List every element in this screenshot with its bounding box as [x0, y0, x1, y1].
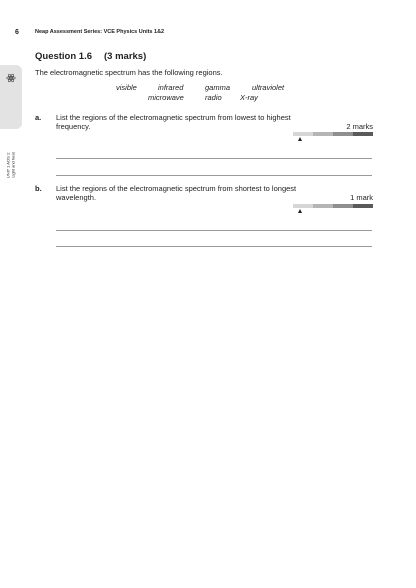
series-title: Neap Assessment Series: VCE Physics Units 1&2: [35, 29, 165, 35]
unit-label-line1: UNIT 1 AOS 1:: [5, 151, 11, 179]
region-gamma: gamma: [205, 83, 231, 92]
marks-bar-segment: [313, 204, 333, 208]
atom-icon: [6, 73, 16, 83]
region-ultraviolet: ultraviolet: [252, 83, 285, 92]
part-a-text: List the regions of the electromagnetic spectrum from lowest to highest frequency.: [56, 113, 291, 131]
part-b-marks: 1 mark: [350, 193, 373, 202]
region-microwave: microwave: [148, 93, 184, 102]
part-a-marks-bar: [293, 132, 373, 136]
answer-line[interactable]: [56, 158, 372, 159]
part-a-pointer: [298, 137, 302, 141]
region-infrared: infrared: [158, 83, 184, 92]
part-b-letter: b.: [35, 184, 42, 193]
answer-line[interactable]: [56, 230, 372, 231]
part-a-letter: a.: [35, 113, 42, 122]
marks-bar-segment: [333, 132, 353, 136]
marks-bar-segment: [353, 204, 373, 208]
question-marks: (3 marks): [104, 51, 147, 62]
marks-bar-segment: [353, 132, 373, 136]
marks-bar-segment: [293, 204, 313, 208]
part-b-marks-bar: [293, 204, 373, 208]
unit-label: [6, 152, 15, 178]
unit-label-line2: Light and heat: [10, 152, 15, 178]
region-visible: visible: [116, 83, 137, 92]
region-x-ray: X-ray: [240, 93, 258, 102]
marks-bar-segment: [313, 132, 333, 136]
side-tab: [0, 65, 22, 179]
marks-bar-segment: [293, 132, 313, 136]
question-heading: Question 1.6: [35, 51, 93, 62]
question-intro: The electromagnetic spectrum has the following regions.: [35, 68, 223, 77]
part-b-pointer: [298, 209, 302, 213]
part-b-text: List the regions of the electromagnetic spectrum from shortest to longest wavelength.: [56, 184, 297, 202]
answer-line[interactable]: [56, 175, 372, 176]
page-number: 6: [15, 29, 19, 36]
answer-line[interactable]: [56, 246, 372, 247]
part-a-marks: 2 marks: [346, 122, 373, 131]
marks-bar-segment: [333, 204, 353, 208]
region-radio: radio: [205, 93, 222, 102]
